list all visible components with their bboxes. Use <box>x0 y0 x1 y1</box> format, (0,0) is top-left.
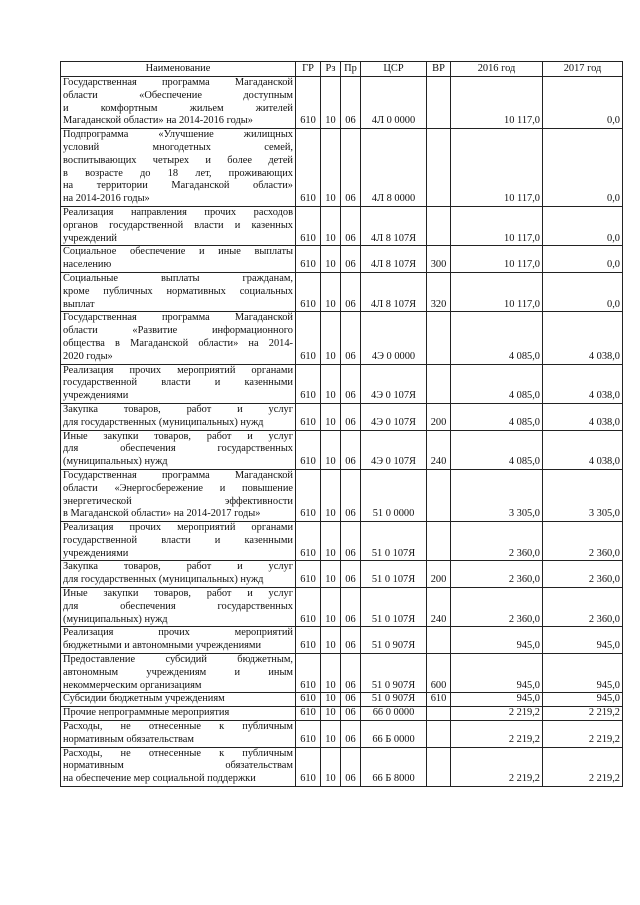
row-pr: 06 <box>341 246 361 273</box>
row-2016: 4 085,0 <box>451 364 543 403</box>
row-name-line: в возрасте до 18 лет, проживающих <box>63 167 293 179</box>
row-name-line: (муниципальных) нужд <box>63 456 168 468</box>
row-rz: 10 <box>321 561 341 588</box>
row-csr: 51 0 107Я <box>361 522 427 561</box>
row-2017: 0,0 <box>543 206 623 245</box>
row-pr: 06 <box>341 561 361 588</box>
row-2016: 945,0 <box>451 654 543 693</box>
row-csr: 51 0 907Я <box>361 693 427 707</box>
row-2016: 4 085,0 <box>451 430 543 469</box>
row-gr: 610 <box>296 707 321 721</box>
row-2017: 2 219,2 <box>543 721 623 748</box>
row-vr <box>427 707 451 721</box>
row-name <box>61 246 296 273</box>
row-2017: 2 219,2 <box>543 747 623 786</box>
row-name-line: и комфортным жильем жителей <box>63 102 293 114</box>
row-csr: 66 Б 8000 <box>361 747 427 786</box>
row-name-line: выплат <box>63 298 95 310</box>
row-pr: 06 <box>341 654 361 693</box>
row-gr: 610 <box>296 403 321 430</box>
row-gr: 610 <box>296 129 321 207</box>
row-rz: 10 <box>321 469 341 521</box>
row-gr: 610 <box>296 747 321 786</box>
row-name-line: для государственных (муниципальных) нужд <box>63 574 264 586</box>
row-vr <box>427 721 451 748</box>
row-2017: 0,0 <box>543 129 623 207</box>
row-vr: 600 <box>427 654 451 693</box>
row-pr: 06 <box>341 588 361 627</box>
row-pr: 06 <box>341 403 361 430</box>
row-gr: 610 <box>296 469 321 521</box>
row-pr: 06 <box>341 312 361 364</box>
row-2016: 2 360,0 <box>451 588 543 627</box>
row-name-line: (муниципальных) нужд <box>63 613 168 625</box>
row-name-line: для государственных (муниципальных) нужд <box>63 416 264 428</box>
row-name-line: Подпрограмма «Улучшение жилищных <box>63 129 293 141</box>
row-2017: 2 360,0 <box>543 561 623 588</box>
row-name-line: Государственная программа Магаданской <box>63 469 293 481</box>
row-name-line: на территории Магаданской области» <box>63 180 293 192</box>
row-vr: 200 <box>427 561 451 588</box>
row-vr: 610 <box>427 693 451 707</box>
table-row <box>61 747 623 786</box>
row-2017: 4 038,0 <box>543 403 623 430</box>
row-pr: 06 <box>341 627 361 654</box>
row-name-line: условий многодетных семей, <box>63 141 293 153</box>
row-name-line: области «Обеспечение доступным <box>63 89 293 101</box>
row-name <box>61 312 296 364</box>
row-rz: 10 <box>321 522 341 561</box>
row-gr: 610 <box>296 522 321 561</box>
row-rz: 10 <box>321 403 341 430</box>
row-gr: 610 <box>296 206 321 245</box>
row-2016: 3 305,0 <box>451 469 543 521</box>
row-name-line: кроме публичных нормативных социальных <box>63 285 293 297</box>
row-name-line: для обеспечения государственных <box>63 443 293 455</box>
row-name <box>61 747 296 786</box>
header-csr: ЦСР <box>361 62 427 77</box>
row-name-line: Государственная программа Магаданской <box>63 77 293 88</box>
row-rz: 10 <box>321 627 341 654</box>
row-2017: 4 038,0 <box>543 364 623 403</box>
row-csr: 4Э 0 0000 <box>361 312 427 364</box>
row-vr <box>427 627 451 654</box>
row-gr: 610 <box>296 561 321 588</box>
row-csr: 4Э 0 107Я <box>361 364 427 403</box>
table-row <box>61 693 623 707</box>
row-name-line: энергетической эффективности <box>63 495 293 507</box>
row-rz: 10 <box>321 654 341 693</box>
row-rz: 10 <box>321 312 341 364</box>
row-name <box>61 654 296 693</box>
row-2016: 945,0 <box>451 693 543 707</box>
row-2016: 4 085,0 <box>451 312 543 364</box>
row-2016: 2 360,0 <box>451 522 543 561</box>
row-name-line: Расходы, не отнесенные к публичным <box>63 721 293 733</box>
row-name-line: Магаданской области» на 2014-2016 годы» <box>63 115 253 127</box>
row-2017: 3 305,0 <box>543 469 623 521</box>
row-pr: 06 <box>341 430 361 469</box>
row-2016: 2 219,2 <box>451 707 543 721</box>
row-name-line: Социальное обеспечение и иные выплаты <box>63 246 293 258</box>
row-vr <box>427 364 451 403</box>
header-name: Наименование <box>61 62 296 77</box>
row-name-line: бюджетными и автономными учреждениями <box>63 640 262 652</box>
row-rz: 10 <box>321 206 341 245</box>
row-vr <box>427 129 451 207</box>
row-gr: 610 <box>296 77 321 129</box>
row-name <box>61 588 296 627</box>
row-name-line: нормативным обязательствам <box>63 760 293 772</box>
row-2017: 4 038,0 <box>543 312 623 364</box>
row-vr <box>427 206 451 245</box>
row-gr: 610 <box>296 588 321 627</box>
row-vr <box>427 522 451 561</box>
row-rz: 10 <box>321 721 341 748</box>
row-2017: 0,0 <box>543 272 623 311</box>
table-row <box>61 312 623 364</box>
row-gr: 610 <box>296 627 321 654</box>
row-csr: 51 0 0000 <box>361 469 427 521</box>
row-rz: 10 <box>321 430 341 469</box>
row-2016: 2 360,0 <box>451 561 543 588</box>
row-csr: 4Э 0 107Я <box>361 430 427 469</box>
header-2017: 2017 год <box>543 62 623 77</box>
row-name-line: Иные закупки товаров, работ и услуг <box>63 430 293 442</box>
row-csr: 51 0 107Я <box>361 561 427 588</box>
row-name-line: Предоставление субсидий бюджетным, <box>63 654 293 666</box>
row-vr: 240 <box>427 430 451 469</box>
table-row <box>61 403 623 430</box>
row-rz: 10 <box>321 272 341 311</box>
row-name-line: населению <box>63 259 112 271</box>
row-name-line: воспитывающих четырех и более детей <box>63 154 293 166</box>
row-2016: 10 117,0 <box>451 77 543 129</box>
row-csr: 4Л 0 0000 <box>361 77 427 129</box>
row-2017: 2 360,0 <box>543 522 623 561</box>
row-gr: 610 <box>296 364 321 403</box>
table-row <box>61 364 623 403</box>
row-name <box>61 522 296 561</box>
row-pr: 06 <box>341 469 361 521</box>
row-gr: 610 <box>296 312 321 364</box>
row-csr: 66 0 0000 <box>361 707 427 721</box>
row-gr: 610 <box>296 721 321 748</box>
row-pr: 06 <box>341 747 361 786</box>
row-pr: 06 <box>341 522 361 561</box>
row-vr <box>427 77 451 129</box>
row-name <box>61 693 296 707</box>
table-row <box>61 272 623 311</box>
header-gr: ГР <box>296 62 321 77</box>
row-csr: 4Л 8 0000 <box>361 129 427 207</box>
row-vr: 300 <box>427 246 451 273</box>
row-name-line: 2020 годы» <box>63 350 113 362</box>
row-name-line: Реализация направления прочих расходов <box>63 206 293 218</box>
row-2017: 4 038,0 <box>543 430 623 469</box>
row-2017: 2 360,0 <box>543 588 623 627</box>
table-row <box>61 469 623 521</box>
row-rz: 10 <box>321 747 341 786</box>
table-row <box>61 430 623 469</box>
table-body <box>61 77 623 787</box>
row-2017: 2 219,2 <box>543 707 623 721</box>
row-name-line: в Магаданской области» на 2014-2017 годы» <box>63 508 261 520</box>
table-row <box>61 627 623 654</box>
row-name-line: государственной власти и казенными <box>63 377 293 389</box>
row-csr: 51 0 107Я <box>361 588 427 627</box>
row-name-line: учреждениями <box>63 547 129 559</box>
row-csr: 4Л 8 107Я <box>361 206 427 245</box>
row-rz: 10 <box>321 588 341 627</box>
row-vr <box>427 747 451 786</box>
row-name-line: Реализация прочих мероприятий <box>63 627 293 639</box>
table-row <box>61 522 623 561</box>
row-pr: 06 <box>341 364 361 403</box>
row-gr: 610 <box>296 272 321 311</box>
row-name-line: для обеспечения государственных <box>63 600 293 612</box>
row-2017: 945,0 <box>543 654 623 693</box>
row-rz: 10 <box>321 246 341 273</box>
row-csr: 4Л 8 107Я <box>361 246 427 273</box>
table-row <box>61 721 623 748</box>
row-name <box>61 627 296 654</box>
row-gr: 610 <box>296 430 321 469</box>
row-pr: 06 <box>341 129 361 207</box>
row-pr: 06 <box>341 693 361 707</box>
table-row <box>61 707 623 721</box>
row-name <box>61 364 296 403</box>
row-2016: 2 219,2 <box>451 721 543 748</box>
row-name-line: Закупка товаров, работ и услуг <box>63 403 293 415</box>
row-name-line: на 2014-2016 годы» <box>63 193 150 205</box>
row-name-line: области «Энергосбережение и повышение <box>63 482 293 494</box>
row-vr <box>427 469 451 521</box>
row-2016: 10 117,0 <box>451 246 543 273</box>
row-name-line: области «Развитие информационного <box>63 325 293 337</box>
table-row <box>61 654 623 693</box>
row-vr <box>427 312 451 364</box>
row-2017: 945,0 <box>543 627 623 654</box>
row-vr: 240 <box>427 588 451 627</box>
row-name <box>61 721 296 748</box>
budget-table <box>60 61 623 787</box>
row-csr: 66 Б 0000 <box>361 721 427 748</box>
row-vr: 200 <box>427 403 451 430</box>
row-2017: 0,0 <box>543 246 623 273</box>
table-row <box>61 246 623 273</box>
row-rz: 10 <box>321 364 341 403</box>
header-vr: ВР <box>427 62 451 77</box>
row-name-line: Государственная программа Магаданской <box>63 312 293 324</box>
row-csr: 4Л 8 107Я <box>361 272 427 311</box>
row-name-line: некоммерческим организациям <box>63 679 202 691</box>
row-2016: 10 117,0 <box>451 206 543 245</box>
row-name-line: государственной власти и казенными <box>63 534 293 546</box>
row-name-line: учреждениями <box>63 390 129 402</box>
row-vr: 320 <box>427 272 451 311</box>
row-name-line: Реализация прочих мероприятий органами <box>63 364 293 376</box>
row-csr: 51 0 907Я <box>361 627 427 654</box>
row-2016: 10 117,0 <box>451 272 543 311</box>
row-name-line: автономным учреждениям и иным <box>63 666 293 678</box>
row-name <box>61 561 296 588</box>
header-2016: 2016 год <box>451 62 543 77</box>
row-gr: 610 <box>296 246 321 273</box>
row-name <box>61 707 296 721</box>
row-2017: 0,0 <box>543 77 623 129</box>
row-rz: 10 <box>321 707 341 721</box>
row-name-line: Прочие непрограммные мероприятия <box>63 707 230 719</box>
row-name <box>61 403 296 430</box>
row-rz: 10 <box>321 129 341 207</box>
row-2016: 2 219,2 <box>451 747 543 786</box>
table-row <box>61 129 623 207</box>
table-row <box>61 77 623 129</box>
row-name <box>61 430 296 469</box>
row-csr: 4Э 0 107Я <box>361 403 427 430</box>
row-2016: 10 117,0 <box>451 129 543 207</box>
row-pr: 06 <box>341 77 361 129</box>
row-name <box>61 77 296 129</box>
row-name <box>61 272 296 311</box>
header-pr: Пр <box>341 62 361 77</box>
row-name-line: Социальные выплаты гражданам, <box>63 272 293 284</box>
row-pr: 06 <box>341 721 361 748</box>
table-row <box>61 561 623 588</box>
row-name <box>61 129 296 207</box>
table-row <box>61 588 623 627</box>
row-2016: 945,0 <box>451 627 543 654</box>
row-2016: 4 085,0 <box>451 403 543 430</box>
row-rz: 10 <box>321 693 341 707</box>
table-row <box>61 206 623 245</box>
row-name-line: Реализация прочих мероприятий органами <box>63 522 293 534</box>
row-name <box>61 206 296 245</box>
row-name-line: общества в Магаданской области» на 2014- <box>63 337 293 349</box>
row-name-line: учреждений <box>63 232 117 244</box>
row-gr: 610 <box>296 654 321 693</box>
header-rz: Рз <box>321 62 341 77</box>
row-name-line: нормативным обязательствам <box>63 733 194 745</box>
row-pr: 06 <box>341 707 361 721</box>
row-pr: 06 <box>341 272 361 311</box>
row-name-line: Закупка товаров, работ и услуг <box>63 561 293 573</box>
row-name <box>61 469 296 521</box>
row-rz: 10 <box>321 77 341 129</box>
row-csr: 51 0 907Я <box>361 654 427 693</box>
row-name-line: на обеспечение мер социальной поддержки <box>63 773 256 785</box>
table-header-row <box>61 62 623 77</box>
row-name-line: Расходы, не отнесенные к публичным <box>63 747 293 759</box>
row-gr: 610 <box>296 693 321 707</box>
row-name-line: Субсидии бюджетным учреждениям <box>63 693 225 705</box>
row-name-line: Иные закупки товаров, работ и услуг <box>63 588 293 600</box>
row-name-line: органов государственной власти и казенных <box>63 219 293 231</box>
row-2017: 945,0 <box>543 693 623 707</box>
row-pr: 06 <box>341 206 361 245</box>
